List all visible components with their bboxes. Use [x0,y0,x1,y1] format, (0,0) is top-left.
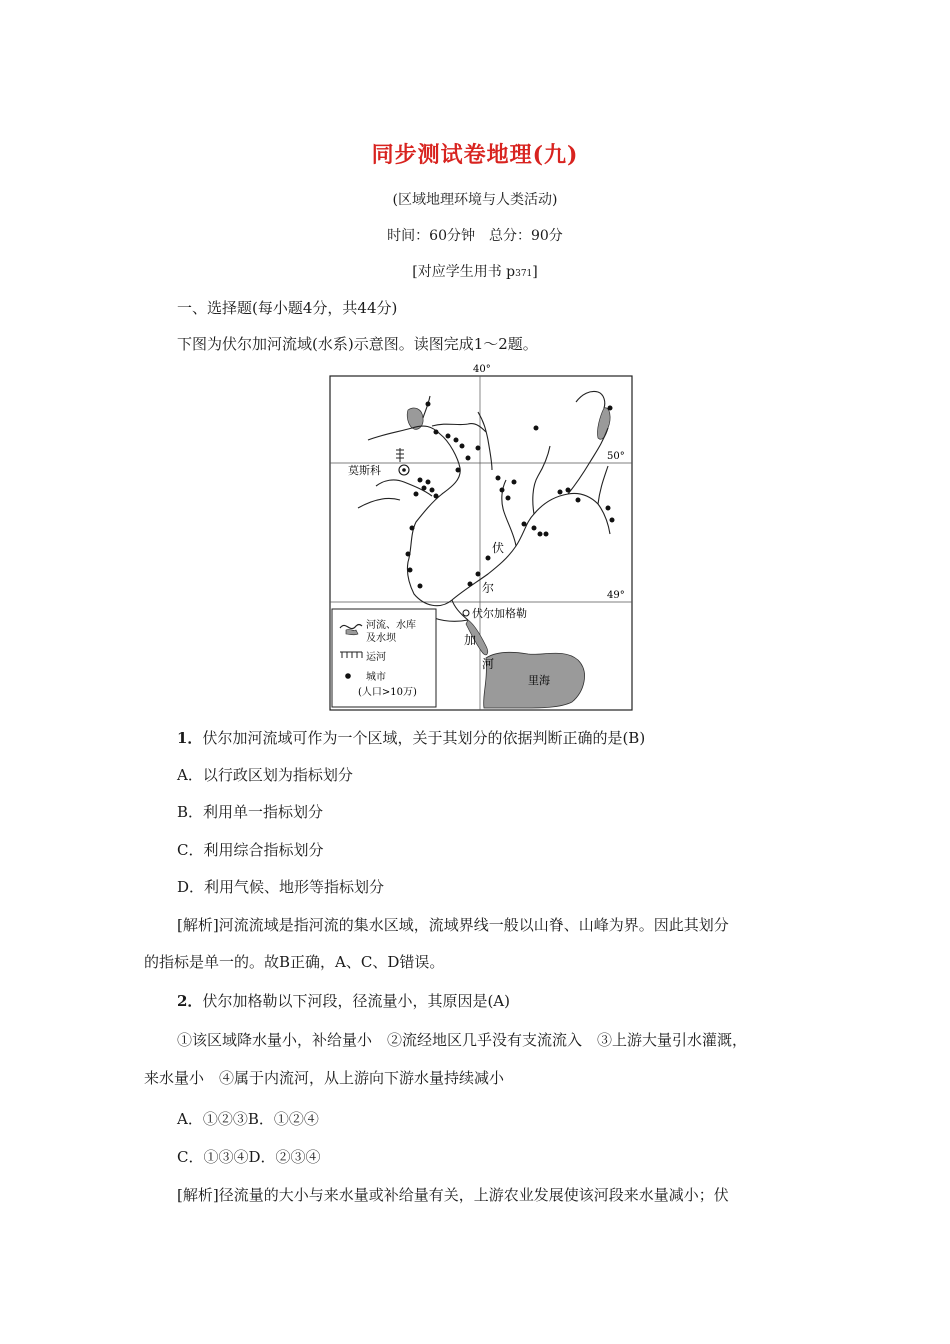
book-reference: [对应学生用书 p371] [412,264,538,280]
moscow-label: 莫斯科 [348,464,381,477]
q1-analysis-line2: 的指标是单一的。故B正确，A、C、D错误。 [144,953,445,971]
section-heading: 一、选择题(每小题4分，共44分) [177,299,398,317]
topic-subtitle: (区域地理环境与人类活动) [392,192,558,208]
lat-50-label: 50° [607,451,625,462]
legend-river-label-1: 河流、水库 [366,620,416,631]
map-intro: 下图为伏尔加河流域(水系)示意图。读图完成1～2题。 [177,335,538,353]
q1-option-a: A．以行政区划为指标划分 [177,766,353,784]
q2-analysis-line1: [解析]径流量的大小与来水量或补给量有关，上游农业发展使该河段来水量减小；伏 [177,1186,729,1204]
q2-stem: 2．伏尔加格勒以下河段，径流量小，其原因是(A) [177,992,510,1010]
legend-canal-label: 运河 [366,652,386,663]
q1-stem: 1．伏尔加河流域可作为一个区域，关于其划分的依据判断正确的是(B) [177,729,646,747]
river-char-4: 河 [482,657,495,671]
q2-options-row2: C．①③④D．②③④ [177,1148,321,1166]
volgograd-marker [463,610,469,616]
legend-city-symbol [345,673,351,679]
caspian-label: 里海 [528,674,550,687]
q1-option-b: B．利用单一指标划分 [177,803,324,821]
volgograd-label: 伏尔加格勒 [472,607,527,620]
q1-option-c: C．利用综合指标划分 [177,841,324,859]
lat-49-label: 49° [607,590,625,601]
q2-statements-line2: 来水量小 ④属于内流河，从上游向下游水量持续减小 [144,1069,505,1087]
river-char-2: 尔 [482,581,495,595]
q1-analysis-line1: [解析]河流流域是指河流的集水区域，流域界线一般以山脊、山峰为界。因此其划分 [177,916,729,934]
volga-basin-map [328,362,636,712]
river-char-1: 伏 [492,541,505,555]
legend-city-label-1: 城市 [366,672,386,683]
legend-city-label-2: (人口>10万) [358,687,417,698]
q1-option-d: D．利用气候、地形等指标划分 [177,878,385,896]
legend-river-label-2: 及水坝 [366,633,396,644]
page-title: 同步测试卷地理(九) [371,142,579,168]
lon-40-label: 40° [473,364,491,375]
q2-options-row1: A．①②③B．①②④ [177,1110,319,1128]
time-info: 时间：60分钟 总分：90分 [387,228,563,244]
q2-statements-line1: ①该区域降水量小，补给量小 ②流经地区几乎没有支流流入 ③上游大量引水灌溉， [177,1031,748,1049]
river-char-3: 加 [464,633,477,647]
